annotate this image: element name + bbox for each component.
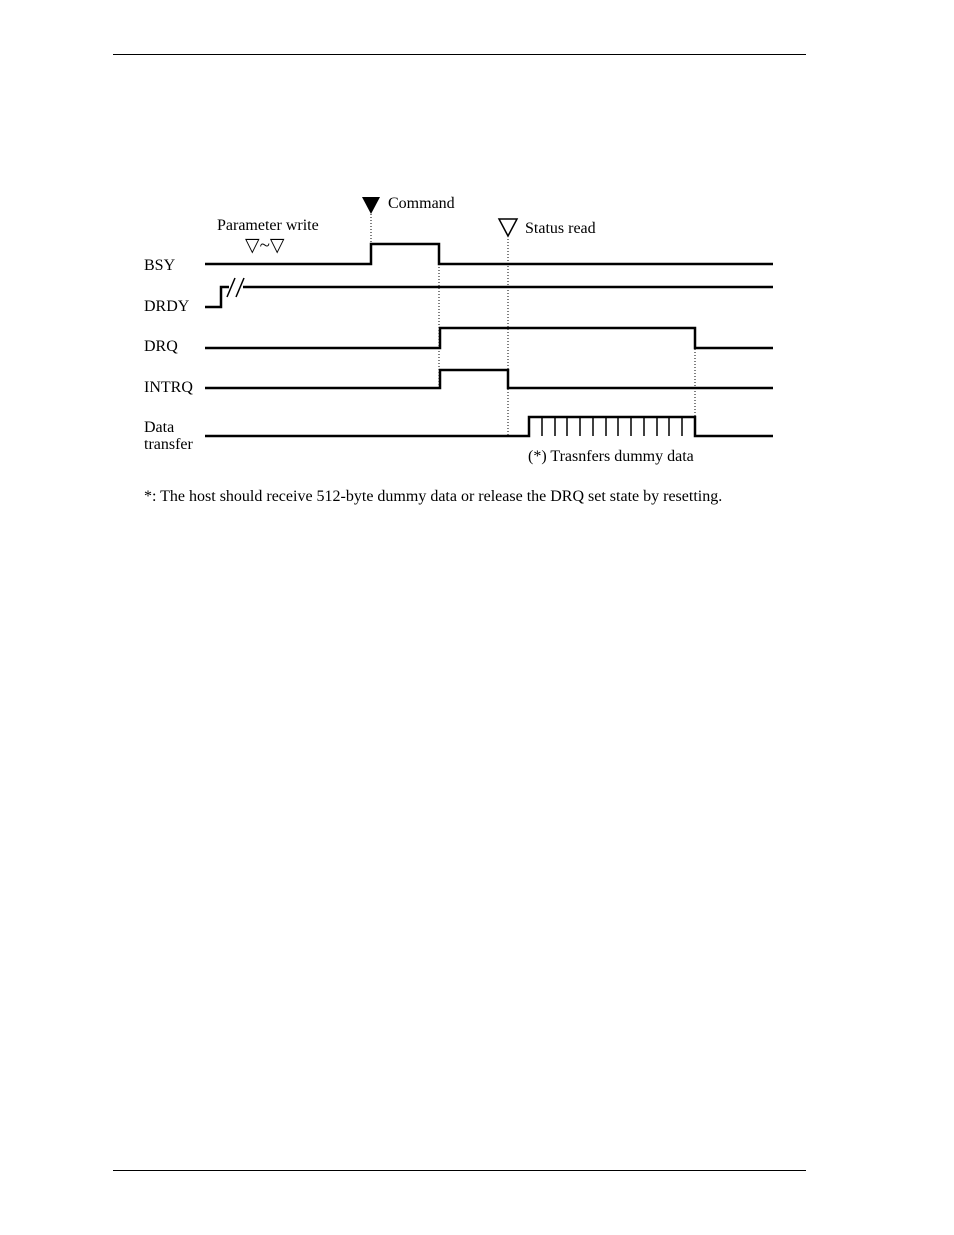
- data-transfer-waveform: [205, 417, 773, 436]
- signal-label-data: Data: [144, 419, 175, 436]
- drq-waveform: [205, 328, 773, 348]
- drdy-waveform-start: [205, 287, 229, 307]
- marker-label-command: Command: [388, 195, 455, 212]
- dummy-data-annotation: (*) Trasnfers dummy data: [528, 448, 694, 465]
- data-transfer-pulses: [542, 417, 682, 436]
- command-marker-icon: [362, 197, 380, 214]
- marker-label-parameter-write: Parameter write: [217, 217, 319, 234]
- bsy-waveform: [205, 244, 773, 264]
- marker-label-status-read: Status read: [525, 220, 596, 237]
- signal-label-bsy: BSY: [144, 257, 176, 274]
- drdy-break-mark: [236, 278, 244, 297]
- signal-label-transfer: transfer: [144, 436, 193, 453]
- footnote: *: The host should receive 512-byte dummy data or release the DRQ set state by resetting.: [144, 488, 723, 505]
- intrq-waveform: [205, 370, 773, 388]
- parameter-range-symbol: ▽~▽: [245, 235, 285, 256]
- signal-label-intrq: INTRQ: [144, 379, 193, 396]
- signal-label-drq: DRQ: [144, 338, 178, 355]
- signal-label-drdy: DRDY: [144, 298, 190, 315]
- status-read-marker-icon: [499, 219, 517, 236]
